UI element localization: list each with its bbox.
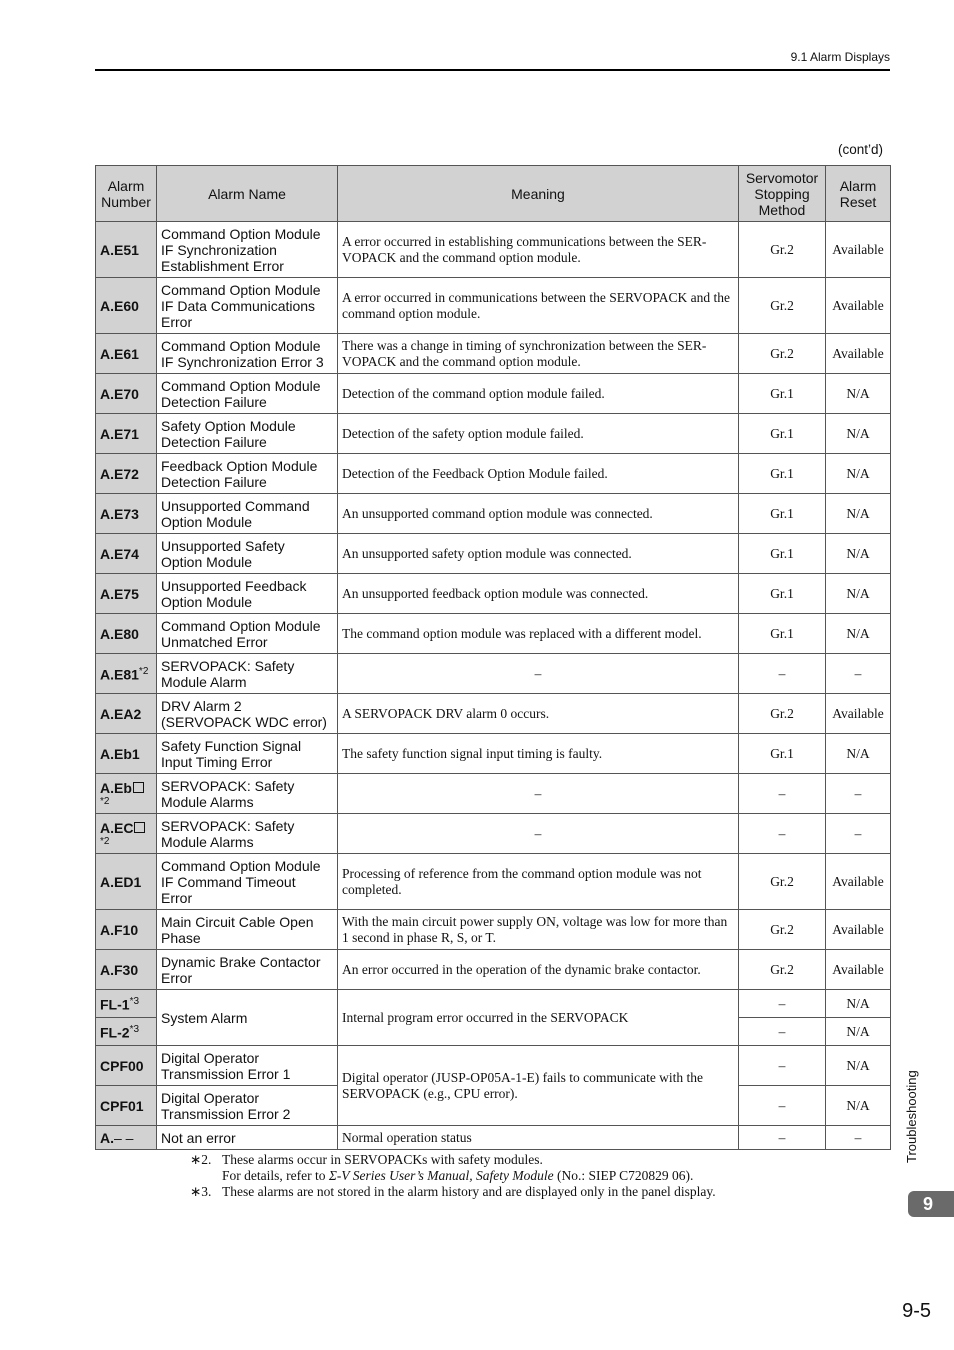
table-row	[96, 574, 891, 614]
alarm-table	[95, 165, 891, 1150]
alarm-reset: N/A	[826, 574, 891, 614]
alarm-stop-method: –	[739, 774, 826, 814]
alarm-number: A.F10	[96, 910, 157, 950]
alarm-stop-method: –	[739, 1126, 826, 1150]
alarm-name: System Alarm	[157, 990, 338, 1046]
alarm-number: FL-2$^{*3}$	[96, 1018, 157, 1046]
alarm-meaning: The command option module was replaced with a different model.	[338, 614, 739, 654]
table-row	[96, 278, 891, 334]
alarm-reset: N/A	[826, 1018, 891, 1046]
alarm-stop-method: Gr.1	[739, 414, 826, 454]
alarm-number: A.E73	[96, 494, 157, 534]
alarm-number: A.E71	[96, 414, 157, 454]
alarm-number: A.E61	[96, 334, 157, 374]
alarm-stop-method: Gr.1	[739, 734, 826, 774]
alarm-stop-method: Gr.1	[739, 374, 826, 414]
alarm-meaning: Detection of the safety option module failed.	[338, 414, 739, 454]
table-row	[96, 950, 891, 990]
alarm-name: Digital Operator Transmission Error 2	[157, 1086, 338, 1126]
alarm-stop-method: –	[739, 814, 826, 854]
alarm-stop-method: Gr.2	[739, 950, 826, 990]
alarm-reset: Available	[826, 278, 891, 334]
alarm-number: A.ED1	[96, 854, 157, 910]
alarm-stop-method: Gr.2	[739, 278, 826, 334]
alarm-name: Unsupported Safety Option Module	[157, 534, 338, 574]
alarm-number: A.E80	[96, 614, 157, 654]
footnote-3: ∗3. These alarms are not stored in the alarm history and are displayed only in the panel display.	[190, 1184, 716, 1199]
table-row	[96, 814, 891, 854]
alarm-name: DRV Alarm 2 (SERVOPACK WDC error)	[157, 694, 338, 734]
alarm-reset: N/A	[826, 534, 891, 574]
alarm-name: Command Option Module IF Synchronization Establishment Error	[157, 222, 338, 278]
alarm-reset: N/A	[826, 990, 891, 1018]
col-meaning: Meaning	[338, 166, 739, 222]
alarm-reset: Available	[826, 334, 891, 374]
alarm-name: Command Option Module IF Data Communications Error	[157, 278, 338, 334]
alarm-name: Dynamic Brake Contactor Error	[157, 950, 338, 990]
alarm-number: FL-1$^{*3}$	[96, 990, 157, 1018]
placeholder-box-icon	[134, 822, 145, 833]
col-alarm-reset: Alarm Reset	[826, 166, 891, 222]
table-row	[96, 654, 891, 694]
manual-title: Σ-V Series User’s Manual, Safety Module	[328, 1168, 554, 1183]
alarm-number: A.Eb *2	[96, 774, 157, 814]
alarm-name: Command Option Module Unmatched Error	[157, 614, 338, 654]
alarm-number: A.E81$^{*2}$	[96, 654, 157, 694]
alarm-name: Unsupported Feedback Option Module	[157, 574, 338, 614]
alarm-meaning: An error occurred in the operation of the dynamic brake contactor.	[338, 950, 739, 990]
alarm-number: CPF01	[96, 1086, 157, 1126]
alarm-stop-method: –	[739, 990, 826, 1018]
alarm-name: SERVOPACK: Safety Module Alarms	[157, 774, 338, 814]
chapter-tab: 9	[908, 1191, 954, 1217]
table-row	[96, 534, 891, 574]
table-row	[96, 734, 891, 774]
alarm-meaning: An unsupported feedback option module was connected.	[338, 574, 739, 614]
alarm-number: A.E51	[96, 222, 157, 278]
alarm-number: A.E75	[96, 574, 157, 614]
alarm-name: Command Option Module Detection Failure	[157, 374, 338, 414]
table-row	[96, 854, 891, 910]
alarm-name: Command Option Module IF Command Timeout Error	[157, 854, 338, 910]
alarm-stop-method: Gr.2	[739, 694, 826, 734]
alarm-reset: –	[826, 814, 891, 854]
footnote-2: ∗2. These alarms occur in SERVOPACKs with safety modules. For details, refer to Σ-V Series User’s Manual, Safety Module (No.: SIEP C720829 06).	[190, 1152, 694, 1183]
alarm-number: A.E60	[96, 278, 157, 334]
alarm-name: Unsupported Command Option Module	[157, 494, 338, 534]
page-number: 9-5	[902, 1300, 931, 1322]
alarm-stop-method: Gr.2	[739, 222, 826, 278]
alarm-meaning: There was a change in timing of synchronization between the SER-VOPACK and the command option module.	[338, 334, 739, 374]
col-alarm-name: Alarm Name	[157, 166, 338, 222]
table-row	[96, 454, 891, 494]
alarm-number: A.EC *2	[96, 814, 157, 854]
alarm-name: SERVOPACK: Safety Module Alarm	[157, 654, 338, 694]
alarm-reset: –	[826, 774, 891, 814]
alarm-name: Feedback Option Module Detection Failure	[157, 454, 338, 494]
alarm-stop-method: Gr.1	[739, 614, 826, 654]
running-header: 9.1 Alarm Displays	[790, 50, 890, 64]
alarm-reset: Available	[826, 222, 891, 278]
alarm-stop-method: Gr.2	[739, 334, 826, 374]
alarm-meaning: An unsupported command option module was connected.	[338, 494, 739, 534]
alarm-name: SERVOPACK: Safety Module Alarms	[157, 814, 338, 854]
continued-label: (cont’d)	[837, 142, 883, 157]
alarm-meaning: Detection of the command option module failed.	[338, 374, 739, 414]
alarm-reset: Available	[826, 854, 891, 910]
alarm-reset: N/A	[826, 494, 891, 534]
alarm-meaning: A error occurred in communications between the SERVOPACK and the command option module.	[338, 278, 739, 334]
table-row	[96, 414, 891, 454]
alarm-stop-method: Gr.2	[739, 910, 826, 950]
alarm-stop-method: Gr.1	[739, 534, 826, 574]
table-row-fl1	[96, 990, 891, 1018]
table-row-cpf00	[96, 1046, 891, 1086]
alarm-reset: N/A	[826, 614, 891, 654]
alarm-meaning: –	[338, 814, 739, 854]
alarm-number: A.– –	[96, 1126, 157, 1150]
alarm-reset: N/A	[826, 734, 891, 774]
alarm-reset: N/A	[826, 414, 891, 454]
alarm-meaning: Detection of the Feedback Option Module failed.	[338, 454, 739, 494]
alarm-name: Safety Option Module Detection Failure	[157, 414, 338, 454]
alarm-meaning: With the main circuit power supply ON, voltage was low for more than 1 second in phase R, S, or T.	[338, 910, 739, 950]
alarm-stop-method: Gr.1	[739, 454, 826, 494]
alarm-stop-method: Gr.1	[739, 494, 826, 534]
alarm-stop-method: –	[739, 1018, 826, 1046]
alarm-reset: Available	[826, 910, 891, 950]
alarm-reset: N/A	[826, 454, 891, 494]
alarm-stop-method: Gr.2	[739, 854, 826, 910]
alarm-meaning: Normal operation status	[338, 1126, 739, 1150]
alarm-meaning: Internal program error occurred in the SERVOPACK	[338, 990, 739, 1046]
alarm-reset: N/A	[826, 1086, 891, 1126]
alarm-number: A.E70	[96, 374, 157, 414]
table-row	[96, 374, 891, 414]
alarm-number: CPF00	[96, 1046, 157, 1086]
alarm-name: Safety Function Signal Input Timing Error	[157, 734, 338, 774]
table-header-row	[96, 166, 891, 222]
table-row	[96, 774, 891, 814]
chapter-side-label: Troubleshooting	[904, 1070, 919, 1163]
alarm-number: A.E74	[96, 534, 157, 574]
alarm-reset: N/A	[826, 374, 891, 414]
col-stopping-method: Servomotor Stopping Method	[739, 166, 826, 222]
header-rule	[95, 69, 890, 71]
alarm-stop-method: –	[739, 1086, 826, 1126]
alarm-stop-method: –	[739, 654, 826, 694]
placeholder-box-icon	[133, 782, 144, 793]
alarm-meaning: A SERVOPACK DRV alarm 0 occurs.	[338, 694, 739, 734]
alarm-meaning: A error occurred in establishing communications between the SER-VOPACK and the command option module.	[338, 222, 739, 278]
alarm-meaning: An unsupported safety option module was connected.	[338, 534, 739, 574]
alarm-reset: Available	[826, 694, 891, 734]
alarm-name: Command Option Module IF Synchronization Error 3	[157, 334, 338, 374]
alarm-name: Not an error	[157, 1126, 338, 1150]
table-row	[96, 694, 891, 734]
alarm-reset: Available	[826, 950, 891, 990]
alarm-meaning: Digital operator (JUSP-OP05A-1-E) fails to communicate with the SERVOPACK (e.g., CPU error).	[338, 1046, 739, 1126]
alarm-name: Main Circuit Cable Open Phase	[157, 910, 338, 950]
table-row-no-error	[96, 1126, 891, 1150]
alarm-name: Digital Operator Transmission Error 1	[157, 1046, 338, 1086]
alarm-stop-method: –	[739, 1046, 826, 1086]
alarm-meaning: –	[338, 654, 739, 694]
alarm-reset: –	[826, 1126, 891, 1150]
alarm-number: A.Eb1	[96, 734, 157, 774]
alarm-meaning: Processing of reference from the command option module was not completed.	[338, 854, 739, 910]
table-row	[96, 494, 891, 534]
alarm-reset: N/A	[826, 1046, 891, 1086]
alarm-reset: –	[826, 654, 891, 694]
table-row	[96, 614, 891, 654]
alarm-meaning: –	[338, 774, 739, 814]
table-row	[96, 910, 891, 950]
col-alarm-number: Alarm Number	[96, 166, 157, 222]
alarm-number: A.E72	[96, 454, 157, 494]
alarm-number: A.F30	[96, 950, 157, 990]
alarm-meaning: The safety function signal input timing is faulty.	[338, 734, 739, 774]
alarm-number: A.EA2	[96, 694, 157, 734]
table-row	[96, 334, 891, 374]
footnotes	[190, 1152, 830, 1200]
table-row	[96, 222, 891, 278]
alarm-stop-method: Gr.1	[739, 574, 826, 614]
